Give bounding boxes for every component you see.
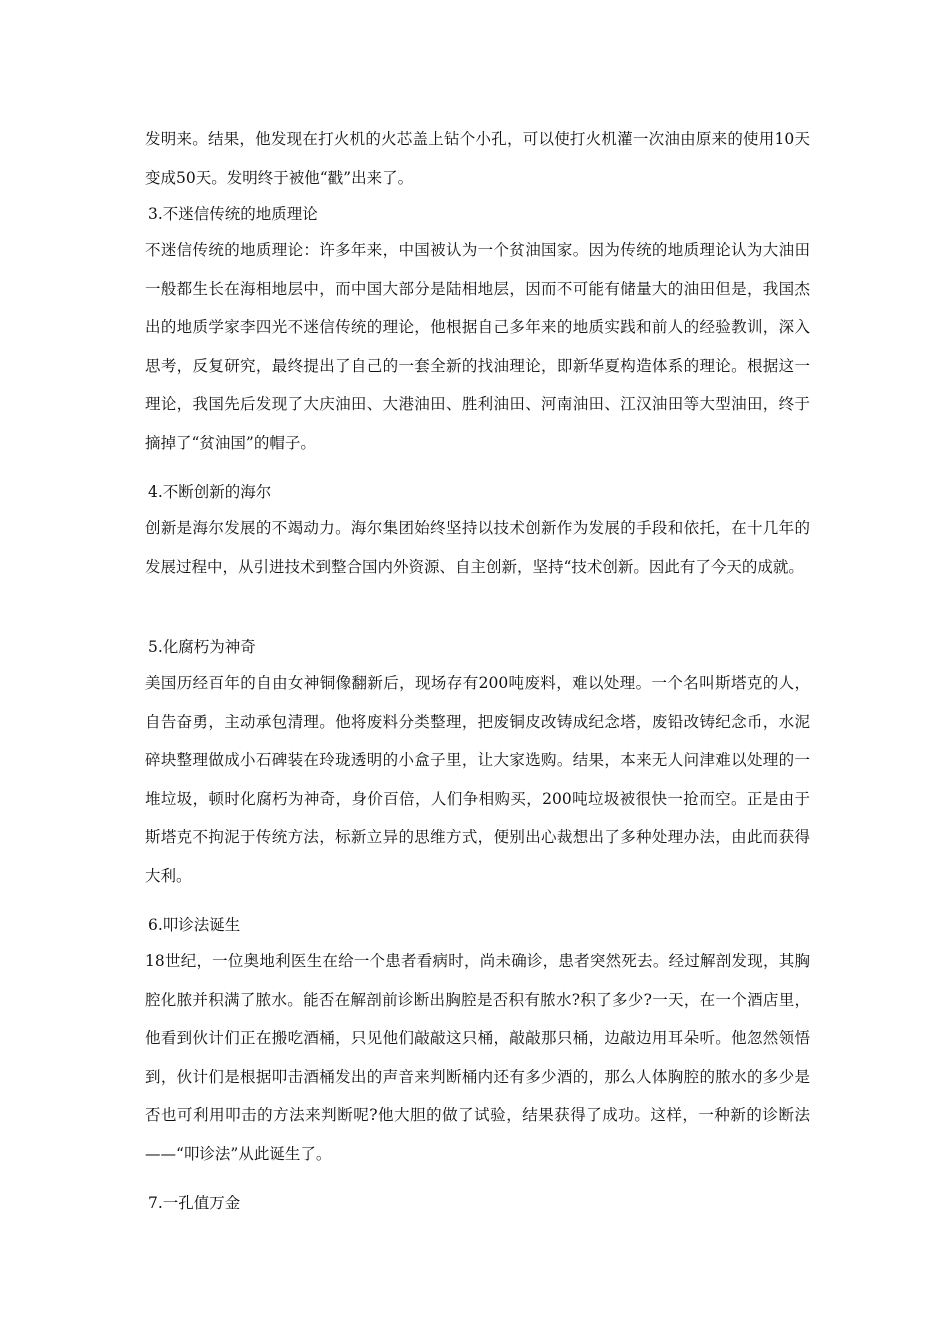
heading-statue-waste: 5.化腐朽为神奇 bbox=[148, 638, 256, 656]
paragraph-lighter-invention: 发明来。结果，他发现在打火机的火芯盖上钻个小孔，可以使打火机灌一次油由原来的使用10天变成50天。发明终于被他“戳”出来了。 bbox=[145, 130, 810, 187]
paragraph-geology-theory: 不迷信传统的地质理论：许多年来，中国被认为一个贫油国家。因为传统的地质理论认为大油田一般都生长在海相地层中，而中国大部分是陆相地层，因而不可能有储量大的油田但是，我国杰出的地质学家李四光不迷信传统的理论，他根据自己多年来的地质实践和前人的经验教训，深入思考，反复研究，最终提出了自己的一套全新的找油理论，即新华夏构造体系的理论。根据这一理论，我国先后发现了大庆油田、大港油田、胜利油田、河南油田、江汉油田等大型油田，终于摘掉了“贫油国”的帽子。 bbox=[145, 241, 810, 452]
paragraph-percussion: 18世纪，一位奥地利医生在给一个患者看病时，尚未确诊，患者突然死去。经过解剖发现，其胸腔化脓并积满了脓水。能否在解剖前诊断出胸腔是否积有脓水?积了多少?一天，在一个酒店里，他看到伙计们正在搬吃酒桶，只见他们敲敲这只桶，敲敲那只桶，边敲边用耳朵听。他忽然领悟到，伙计们是根据叩击酒桶发出的声音来判断桶内还有多少酒的，那么人体胸腔的脓水的多少是否也可利用叩击的方法来判断呢?他大胆的做了试验，结果获得了成功。这样，一种新的诊断法——“叩诊法”从此诞生了。 bbox=[145, 952, 810, 1163]
paragraph-statue-waste: 美国历经百年的自由女神铜像翻新后，现场存有200吨废料，难以处理。一个名叫斯塔克的人，自告奋勇，主动承包清理。他将废料分类整理，把废铜皮改铸成纪念塔，废铅改铸纪念币，水泥碎块整理做成小石碑装在玲珑透明的小盒子里，让大家选购。结果，本来无人问津难以处理的一堆垃圾，顿时化腐朽为神奇，身价百倍，人们争相购买，200吨垃圾被很快一抢而空。正是由于斯塔克不拘泥于传统方法，标新立异的思维方式，便别出心裁想出了多种处理办法，由此而获得大利。 bbox=[145, 674, 810, 885]
heading-one-hole: 7.一孔值万金 bbox=[148, 1194, 241, 1212]
heading-haier: 4.不断创新的海尔 bbox=[148, 483, 272, 501]
paragraph-haier: 创新是海尔发展的不竭动力。海尔集团始终坚持以技术创新作为发展的手段和依托，在十几年的发展过程中，从引进技术到整合国内外资源、自主创新，坚持“技术创新。因此有了今天的成就。 bbox=[145, 519, 810, 576]
heading-percussion: 6.叩诊法诞生 bbox=[148, 916, 241, 934]
heading-geology-theory: 3.不迷信传统的地质理论 bbox=[148, 205, 318, 223]
